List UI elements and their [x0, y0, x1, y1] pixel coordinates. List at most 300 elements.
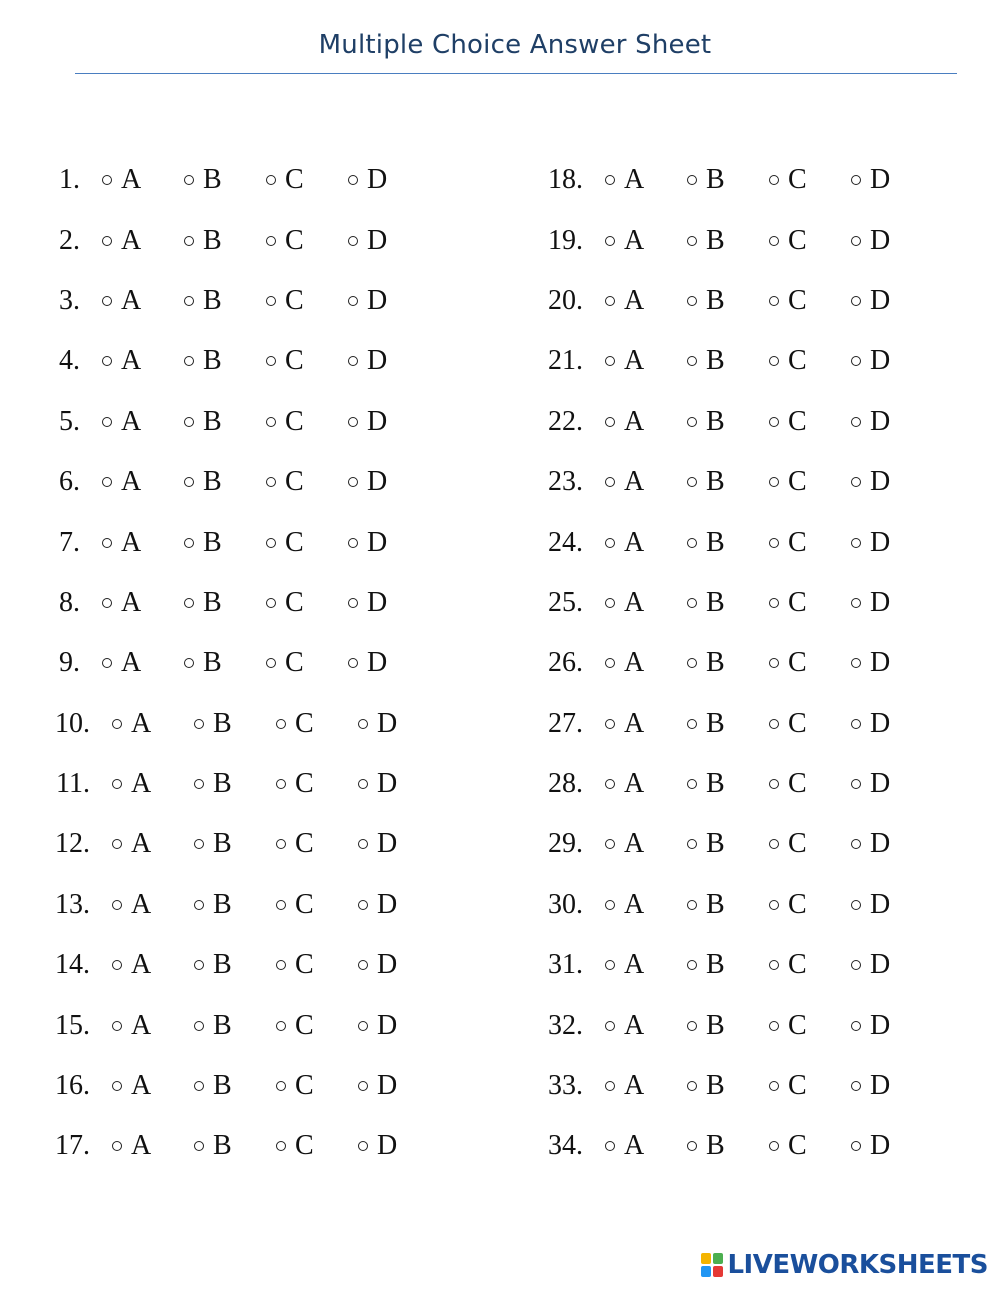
answer-option-c[interactable]	[769, 1072, 851, 1100]
option-letter: A	[121, 526, 142, 558]
answer-option-b[interactable]	[184, 586, 266, 618]
answer-option-d[interactable]	[348, 649, 430, 677]
radio-circle-icon[interactable]	[184, 296, 194, 306]
answer-option-a[interactable]	[605, 1009, 687, 1041]
liveworksheets-logo[interactable]	[701, 1250, 988, 1280]
answer-option-a[interactable]	[102, 586, 184, 618]
answer-option-a[interactable]	[112, 951, 194, 979]
answer-option-c[interactable]	[769, 830, 851, 858]
radio-circle-icon[interactable]	[358, 900, 368, 910]
radio-circle-icon[interactable]	[769, 1141, 779, 1151]
answer-option-c[interactable]	[769, 1009, 851, 1041]
answer-option-b[interactable]	[687, 888, 769, 920]
answer-option-b[interactable]	[687, 770, 769, 798]
radio-circle-icon[interactable]	[276, 779, 286, 789]
option-letter: A	[624, 949, 645, 981]
answer-option-a[interactable]	[112, 830, 194, 858]
radio-circle-icon[interactable]	[851, 1021, 861, 1031]
answer-option-c[interactable]	[266, 468, 348, 496]
answer-option-b[interactable]	[687, 649, 769, 677]
answer-option-a[interactable]	[605, 649, 687, 677]
answer-option-c[interactable]	[276, 830, 358, 858]
radio-circle-icon[interactable]	[687, 1081, 697, 1091]
answer-option-c[interactable]	[769, 468, 851, 496]
answer-option-b[interactable]	[194, 1009, 276, 1041]
answer-option-b[interactable]	[687, 284, 769, 316]
answer-option-d[interactable]	[851, 526, 933, 558]
option-letter: A	[131, 949, 152, 981]
option-letter: D	[377, 1070, 398, 1102]
answer-option-d[interactable]	[851, 1009, 933, 1041]
radio-circle-icon[interactable]	[769, 236, 779, 246]
radio-circle-icon[interactable]	[605, 417, 615, 427]
answer-option-a[interactable]	[102, 284, 184, 316]
answer-option-d[interactable]	[348, 224, 430, 256]
answer-option-a[interactable]	[112, 1009, 194, 1041]
radio-circle-icon[interactable]	[687, 658, 697, 668]
radio-circle-icon[interactable]	[687, 900, 697, 910]
radio-circle-icon[interactable]	[851, 839, 861, 849]
radio-circle-icon[interactable]	[769, 175, 779, 185]
answer-option-a[interactable]	[605, 526, 687, 558]
radio-circle-icon[interactable]	[112, 1021, 122, 1031]
option-letter: A	[624, 586, 645, 618]
radio-circle-icon[interactable]	[102, 236, 112, 246]
radio-circle-icon[interactable]	[194, 900, 204, 910]
radio-circle-icon[interactable]	[769, 779, 779, 789]
answer-option-d[interactable]	[851, 586, 933, 618]
radio-circle-icon[interactable]	[851, 598, 861, 608]
answer-option-a[interactable]	[102, 166, 184, 194]
radio-circle-icon[interactable]	[276, 839, 286, 849]
radio-circle-icon[interactable]	[605, 1141, 615, 1151]
answer-option-d[interactable]	[358, 951, 440, 979]
option-letter: B	[203, 466, 222, 498]
radio-circle-icon[interactable]	[605, 719, 615, 729]
radio-circle-icon[interactable]	[184, 538, 194, 548]
answer-option-d[interactable]	[851, 649, 933, 677]
radio-circle-icon[interactable]	[769, 598, 779, 608]
question-row	[40, 512, 440, 572]
answer-option-c[interactable]	[266, 166, 348, 194]
radio-circle-icon[interactable]	[348, 538, 358, 548]
radio-circle-icon[interactable]	[358, 1141, 368, 1151]
answer-option-b[interactable]	[687, 405, 769, 437]
answer-option-c[interactable]	[276, 1132, 358, 1160]
radio-circle-icon[interactable]	[266, 538, 276, 548]
radio-circle-icon[interactable]	[348, 175, 358, 185]
answer-option-d[interactable]	[348, 468, 430, 496]
option-letter: C	[295, 768, 314, 800]
answer-option-d[interactable]	[358, 1009, 440, 1041]
radio-circle-icon[interactable]	[358, 1081, 368, 1091]
radio-circle-icon[interactable]	[194, 1081, 204, 1091]
answer-option-c[interactable]	[276, 1072, 358, 1100]
radio-circle-icon[interactable]	[605, 538, 615, 548]
answer-option-a[interactable]	[112, 707, 194, 739]
radio-circle-icon[interactable]	[358, 779, 368, 789]
answer-option-b[interactable]	[194, 1132, 276, 1160]
radio-circle-icon[interactable]	[605, 960, 615, 970]
radio-circle-icon[interactable]	[276, 1021, 286, 1031]
radio-circle-icon[interactable]	[605, 1021, 615, 1031]
radio-circle-icon[interactable]	[276, 900, 286, 910]
radio-circle-icon[interactable]	[769, 719, 779, 729]
radio-circle-icon[interactable]	[358, 719, 368, 729]
radio-circle-icon[interactable]	[184, 477, 194, 487]
radio-circle-icon[interactable]	[687, 839, 697, 849]
answer-option-a[interactable]	[605, 830, 687, 858]
radio-circle-icon[interactable]	[851, 1141, 861, 1151]
answer-option-c[interactable]	[769, 166, 851, 194]
answer-option-d[interactable]	[851, 888, 933, 920]
answer-option-b[interactable]	[194, 951, 276, 979]
answer-option-b[interactable]	[194, 830, 276, 858]
radio-circle-icon[interactable]	[102, 598, 112, 608]
answer-option-b[interactable]	[194, 707, 276, 739]
radio-circle-icon[interactable]	[851, 477, 861, 487]
radio-circle-icon[interactable]	[851, 538, 861, 548]
answer-option-a[interactable]	[102, 347, 184, 375]
answer-option-d[interactable]	[358, 770, 440, 798]
answer-option-c[interactable]	[769, 284, 851, 316]
answer-option-c[interactable]	[769, 951, 851, 979]
radio-circle-icon[interactable]	[687, 356, 697, 366]
radio-circle-icon[interactable]	[266, 296, 276, 306]
answer-option-d[interactable]	[851, 284, 933, 316]
radio-circle-icon[interactable]	[112, 960, 122, 970]
answer-option-d[interactable]	[851, 405, 933, 437]
radio-circle-icon[interactable]	[102, 538, 112, 548]
answer-option-d[interactable]	[851, 224, 933, 256]
answer-option-a[interactable]	[102, 526, 184, 558]
radio-circle-icon[interactable]	[348, 417, 358, 427]
answer-option-c[interactable]	[769, 586, 851, 618]
radio-circle-icon[interactable]	[605, 598, 615, 608]
radio-circle-icon[interactable]	[851, 900, 861, 910]
radio-circle-icon[interactable]	[348, 477, 358, 487]
answer-option-c[interactable]	[769, 1132, 851, 1160]
answer-option-c[interactable]	[769, 347, 851, 375]
question-row	[40, 814, 440, 874]
answer-option-d[interactable]	[348, 586, 430, 618]
answer-option-d[interactable]	[851, 951, 933, 979]
radio-circle-icon[interactable]	[687, 719, 697, 729]
answer-option-c[interactable]	[276, 951, 358, 979]
answer-options	[112, 951, 440, 979]
radio-circle-icon[interactable]	[605, 356, 615, 366]
answer-option-a[interactable]	[102, 224, 184, 256]
option-letter: B	[203, 224, 222, 256]
radio-circle-icon[interactable]	[769, 538, 779, 548]
radio-circle-icon[interactable]	[112, 779, 122, 789]
radio-circle-icon[interactable]	[194, 960, 204, 970]
radio-circle-icon[interactable]	[687, 960, 697, 970]
radio-circle-icon[interactable]	[605, 296, 615, 306]
answer-option-a[interactable]	[112, 888, 194, 920]
answer-option-d[interactable]	[348, 405, 430, 437]
answer-option-c[interactable]	[276, 770, 358, 798]
answer-option-c[interactable]	[266, 405, 348, 437]
option-letter: B	[213, 768, 232, 800]
radio-circle-icon[interactable]	[605, 175, 615, 185]
answer-option-a[interactable]	[605, 586, 687, 618]
answer-option-b[interactable]	[184, 224, 266, 256]
radio-circle-icon[interactable]	[184, 598, 194, 608]
answer-option-b[interactable]	[687, 468, 769, 496]
radio-circle-icon[interactable]	[851, 296, 861, 306]
answer-option-a[interactable]	[605, 888, 687, 920]
radio-circle-icon[interactable]	[348, 658, 358, 668]
answer-option-a[interactable]	[605, 224, 687, 256]
answer-option-b[interactable]	[184, 468, 266, 496]
answer-option-c[interactable]	[769, 888, 851, 920]
answer-option-d[interactable]	[348, 347, 430, 375]
answer-option-a[interactable]	[112, 770, 194, 798]
radio-circle-icon[interactable]	[348, 296, 358, 306]
answer-option-c[interactable]	[266, 586, 348, 618]
radio-circle-icon[interactable]	[605, 1081, 615, 1091]
radio-circle-icon[interactable]	[348, 598, 358, 608]
answer-option-c[interactable]	[266, 526, 348, 558]
answer-option-b[interactable]	[687, 707, 769, 739]
radio-circle-icon[interactable]	[687, 236, 697, 246]
radio-circle-icon[interactable]	[358, 1021, 368, 1031]
radio-circle-icon[interactable]	[276, 960, 286, 970]
answer-option-a[interactable]	[112, 1132, 194, 1160]
answer-option-c[interactable]	[769, 649, 851, 677]
answer-option-c[interactable]	[769, 224, 851, 256]
answer-option-b[interactable]	[687, 1009, 769, 1041]
answer-option-d[interactable]	[358, 707, 440, 739]
radio-circle-icon[interactable]	[266, 477, 276, 487]
answer-option-d[interactable]	[851, 347, 933, 375]
radio-circle-icon[interactable]	[605, 839, 615, 849]
answer-option-b[interactable]	[687, 166, 769, 194]
question-row	[40, 995, 440, 1055]
radio-circle-icon[interactable]	[769, 900, 779, 910]
radio-circle-icon[interactable]	[687, 296, 697, 306]
radio-circle-icon[interactable]	[605, 477, 615, 487]
answer-option-d[interactable]	[358, 1072, 440, 1100]
radio-circle-icon[interactable]	[769, 960, 779, 970]
answer-option-d[interactable]	[348, 526, 430, 558]
answer-option-d[interactable]	[348, 284, 430, 316]
radio-circle-icon[interactable]	[266, 356, 276, 366]
answer-option-a[interactable]	[102, 649, 184, 677]
radio-circle-icon[interactable]	[851, 719, 861, 729]
answer-option-a[interactable]	[102, 405, 184, 437]
radio-circle-icon[interactable]	[851, 779, 861, 789]
answer-option-b[interactable]	[687, 586, 769, 618]
answer-option-b[interactable]	[687, 526, 769, 558]
answer-option-a[interactable]	[605, 1072, 687, 1100]
answer-option-c[interactable]	[769, 526, 851, 558]
answer-option-d[interactable]	[358, 1132, 440, 1160]
radio-circle-icon[interactable]	[194, 1141, 204, 1151]
radio-circle-icon[interactable]	[851, 236, 861, 246]
answer-option-a[interactable]	[605, 770, 687, 798]
radio-circle-icon[interactable]	[358, 960, 368, 970]
radio-circle-icon[interactable]	[184, 356, 194, 366]
radio-circle-icon[interactable]	[358, 839, 368, 849]
answer-option-c[interactable]	[769, 770, 851, 798]
radio-circle-icon[interactable]	[112, 900, 122, 910]
answer-option-a[interactable]	[605, 405, 687, 437]
answer-option-b[interactable]	[194, 888, 276, 920]
radio-circle-icon[interactable]	[102, 477, 112, 487]
answer-option-c[interactable]	[266, 284, 348, 316]
option-letter: D	[367, 526, 388, 558]
radio-circle-icon[interactable]	[769, 1021, 779, 1031]
answer-options	[605, 707, 933, 739]
radio-circle-icon[interactable]	[266, 658, 276, 668]
radio-circle-icon[interactable]	[769, 477, 779, 487]
radio-circle-icon[interactable]	[184, 236, 194, 246]
radio-circle-icon[interactable]	[102, 356, 112, 366]
radio-circle-icon[interactable]	[184, 175, 194, 185]
radio-circle-icon[interactable]	[769, 1081, 779, 1091]
radio-circle-icon[interactable]	[687, 598, 697, 608]
radio-circle-icon[interactable]	[851, 417, 861, 427]
answer-option-c[interactable]	[266, 224, 348, 256]
radio-circle-icon[interactable]	[605, 779, 615, 789]
radio-circle-icon[interactable]	[266, 598, 276, 608]
answer-option-b[interactable]	[184, 526, 266, 558]
radio-circle-icon[interactable]	[851, 960, 861, 970]
radio-circle-icon[interactable]	[102, 296, 112, 306]
right-question-column	[533, 150, 933, 1177]
radio-circle-icon[interactable]	[266, 417, 276, 427]
radio-circle-icon[interactable]	[112, 1141, 122, 1151]
option-letter: A	[121, 466, 142, 498]
option-letter: D	[377, 1009, 398, 1041]
radio-circle-icon[interactable]	[102, 658, 112, 668]
answer-option-c[interactable]	[266, 347, 348, 375]
radio-circle-icon[interactable]	[184, 658, 194, 668]
option-letter: D	[870, 1070, 891, 1102]
radio-circle-icon[interactable]	[112, 1081, 122, 1091]
radio-circle-icon[interactable]	[687, 779, 697, 789]
answer-option-b[interactable]	[687, 951, 769, 979]
answer-option-b[interactable]	[194, 770, 276, 798]
radio-circle-icon[interactable]	[276, 719, 286, 729]
answer-option-b[interactable]	[687, 224, 769, 256]
answer-option-a[interactable]	[605, 284, 687, 316]
answer-option-b[interactable]	[184, 649, 266, 677]
answer-option-b[interactable]	[184, 405, 266, 437]
option-letter: D	[870, 466, 891, 498]
radio-circle-icon[interactable]	[687, 1141, 697, 1151]
radio-circle-icon[interactable]	[769, 296, 779, 306]
answer-option-a[interactable]	[102, 468, 184, 496]
radio-circle-icon[interactable]	[769, 417, 779, 427]
radio-circle-icon[interactable]	[769, 356, 779, 366]
radio-circle-icon[interactable]	[687, 477, 697, 487]
answer-option-a[interactable]	[605, 707, 687, 739]
radio-circle-icon[interactable]	[102, 417, 112, 427]
answer-option-b[interactable]	[184, 284, 266, 316]
radio-circle-icon[interactable]	[851, 1081, 861, 1091]
radio-circle-icon[interactable]	[769, 658, 779, 668]
answer-option-c[interactable]	[276, 1009, 358, 1041]
radio-circle-icon[interactable]	[276, 1141, 286, 1151]
option-letter: A	[624, 526, 645, 558]
radio-circle-icon[interactable]	[687, 1021, 697, 1031]
radio-circle-icon[interactable]	[769, 839, 779, 849]
option-letter: C	[295, 828, 314, 860]
radio-circle-icon[interactable]	[112, 719, 122, 729]
answer-option-d[interactable]	[851, 1072, 933, 1100]
radio-circle-icon[interactable]	[194, 839, 204, 849]
answer-option-c[interactable]	[769, 707, 851, 739]
option-letter: A	[624, 1070, 645, 1102]
radio-circle-icon[interactable]	[184, 417, 194, 427]
answer-option-a[interactable]	[605, 347, 687, 375]
radio-circle-icon[interactable]	[276, 1081, 286, 1091]
answer-option-b[interactable]	[687, 1132, 769, 1160]
radio-circle-icon[interactable]	[194, 1021, 204, 1031]
answer-option-b[interactable]	[687, 347, 769, 375]
question-row	[40, 150, 440, 210]
radio-circle-icon[interactable]	[605, 900, 615, 910]
answer-option-a[interactable]	[605, 1132, 687, 1160]
radio-circle-icon[interactable]	[266, 236, 276, 246]
radio-circle-icon[interactable]	[851, 356, 861, 366]
answer-option-b[interactable]	[687, 830, 769, 858]
answer-options	[112, 707, 440, 739]
answer-option-d[interactable]	[358, 830, 440, 858]
option-letter: B	[203, 586, 222, 618]
answer-option-a[interactable]	[605, 468, 687, 496]
radio-circle-icon[interactable]	[348, 356, 358, 366]
answer-option-d[interactable]	[851, 770, 933, 798]
answer-option-a[interactable]	[605, 166, 687, 194]
answer-option-d[interactable]	[851, 830, 933, 858]
radio-circle-icon[interactable]	[687, 538, 697, 548]
radio-circle-icon[interactable]	[687, 175, 697, 185]
radio-circle-icon[interactable]	[851, 175, 861, 185]
radio-circle-icon[interactable]	[605, 658, 615, 668]
answer-option-d[interactable]	[358, 888, 440, 920]
radio-circle-icon[interactable]	[605, 236, 615, 246]
question-row	[533, 875, 933, 935]
answer-option-d[interactable]	[851, 707, 933, 739]
answer-option-c[interactable]	[769, 405, 851, 437]
radio-circle-icon[interactable]	[348, 236, 358, 246]
radio-circle-icon[interactable]	[194, 779, 204, 789]
answer-option-d[interactable]	[348, 166, 430, 194]
answer-option-c[interactable]	[266, 649, 348, 677]
answer-option-b[interactable]	[687, 1072, 769, 1100]
answer-option-a[interactable]	[605, 951, 687, 979]
answer-option-d[interactable]	[851, 166, 933, 194]
answer-option-a[interactable]	[112, 1072, 194, 1100]
answer-option-c[interactable]	[276, 888, 358, 920]
answer-option-b[interactable]	[184, 166, 266, 194]
radio-circle-icon[interactable]	[102, 175, 112, 185]
radio-circle-icon[interactable]	[112, 839, 122, 849]
radio-circle-icon[interactable]	[194, 719, 204, 729]
answer-option-b[interactable]	[194, 1072, 276, 1100]
radio-circle-icon[interactable]	[851, 658, 861, 668]
answer-option-d[interactable]	[851, 1132, 933, 1160]
radio-circle-icon[interactable]	[266, 175, 276, 185]
answer-option-d[interactable]	[851, 468, 933, 496]
answer-option-c[interactable]	[276, 707, 358, 739]
answer-option-b[interactable]	[184, 347, 266, 375]
radio-circle-icon[interactable]	[687, 417, 697, 427]
